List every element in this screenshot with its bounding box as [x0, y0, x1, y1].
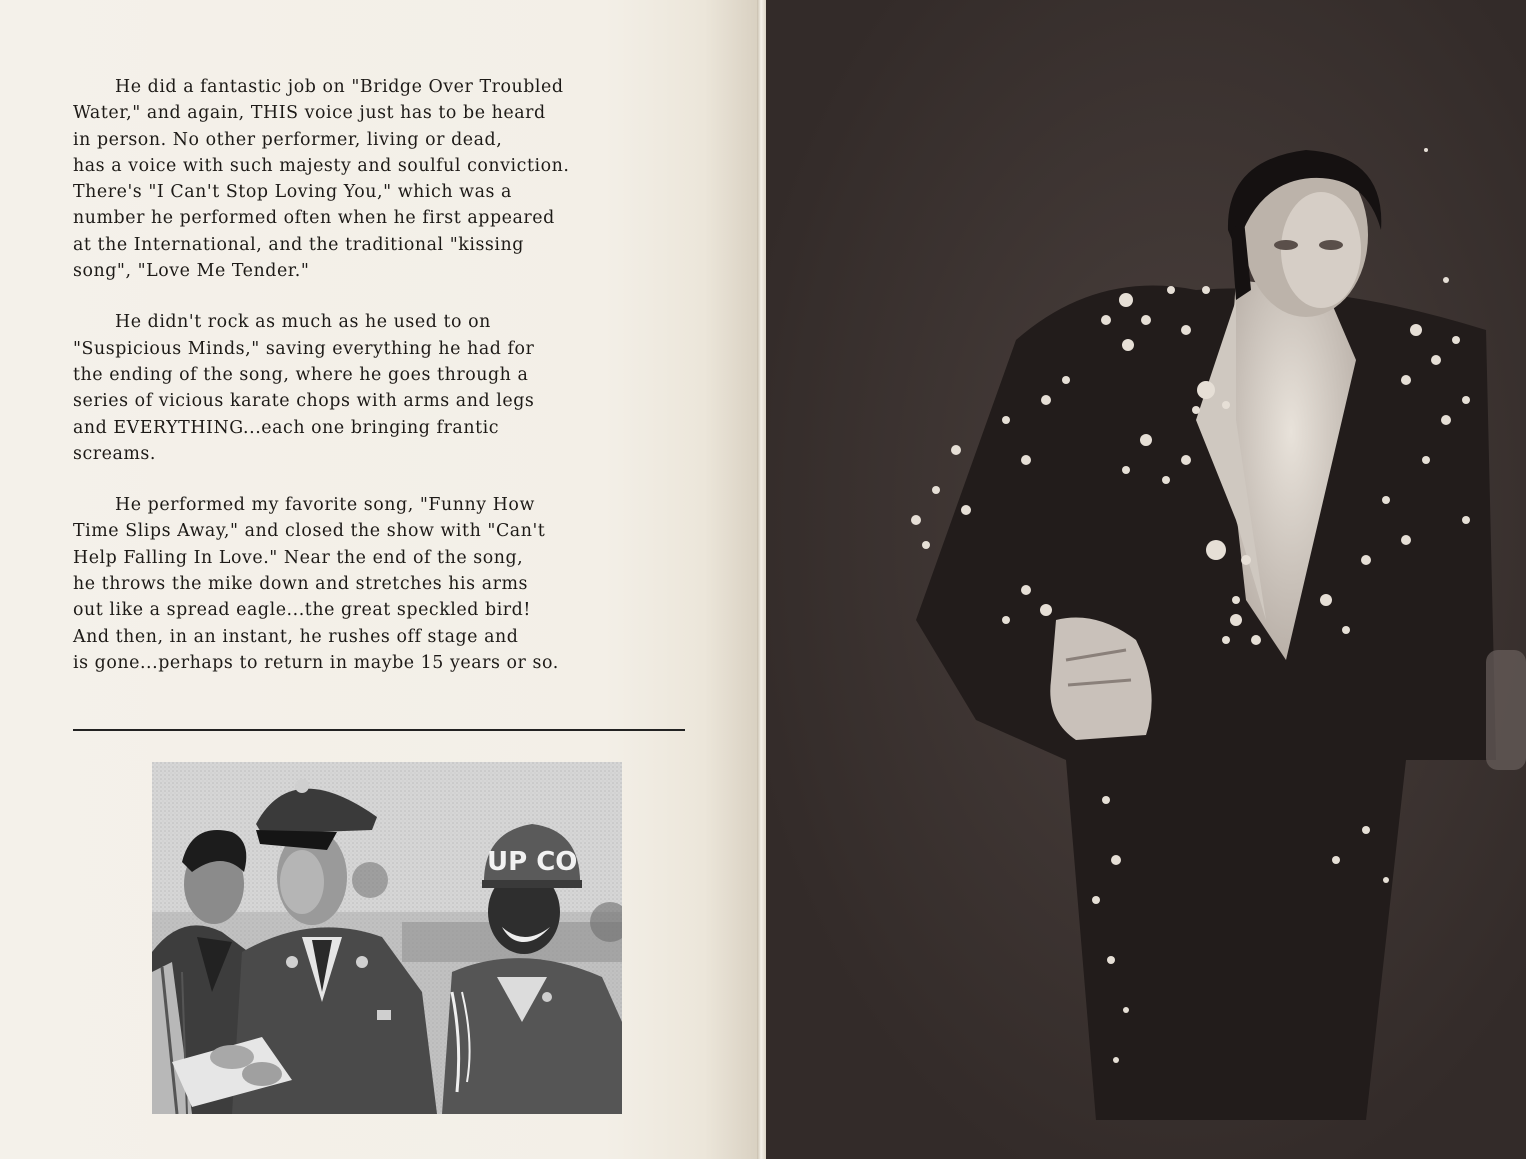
- text-line: He performed my favorite song, "Funny How: [115, 495, 535, 516]
- text-line: at the International, and the traditional "kissing: [73, 234, 524, 255]
- text-line: in person. No other performer, living or dead,: [73, 129, 503, 150]
- text-line: Help Falling In Love." Near the end of the song,: [73, 547, 524, 568]
- army-photo-illustration: [152, 762, 622, 1114]
- text-line: Time Slips Away," and closed the show with "Can't: [73, 521, 546, 542]
- paragraph-1: [73, 74, 713, 284]
- text-line: He did a fantastic job on "Bridge Over Troubled: [115, 77, 564, 97]
- text-line: There's "I Can't Stop Loving You," which was a: [73, 182, 512, 203]
- text-line: song", "Love Me Tender.": [73, 261, 310, 282]
- book-gutter: [757, 0, 766, 1159]
- right-page-photo: [766, 0, 1526, 1159]
- text-line: series of vicious karate chops with arms and legs: [73, 391, 535, 412]
- text-line: and EVERYTHING...each one bringing frantic: [73, 417, 500, 438]
- army-photo: [152, 762, 622, 1114]
- left-page: [0, 0, 757, 1159]
- article-text: [73, 74, 713, 701]
- divider-rule: [73, 729, 685, 731]
- text-line: Water," and again, THIS voice just has to be heard: [73, 103, 546, 124]
- performer-photo: [766, 0, 1526, 1159]
- paragraph-3: [73, 492, 713, 676]
- text-line: he throws the mike down and stretches his arms: [73, 574, 528, 595]
- text-line: screams.: [73, 443, 156, 464]
- text-line: has a voice with such majesty and soulful conviction.: [73, 155, 570, 176]
- text-line: number he performed often when he first appeared: [73, 208, 555, 229]
- text-line: He didn't rock as much as he used to on: [115, 312, 491, 333]
- text-line: is gone...perhaps to return in maybe 15 years or so.: [73, 652, 559, 673]
- text-line: "Suspicious Minds," saving everything he had for: [73, 338, 535, 359]
- helmet-mp-text: UP CO: [487, 847, 578, 877]
- paragraph-2: [73, 309, 713, 467]
- text-line: out like a spread eagle...the great speckled bird!: [73, 600, 531, 621]
- text-line: the ending of the song, where he goes through a: [73, 364, 529, 385]
- text-line: And then, in an instant, he rushes off stage and: [73, 626, 519, 647]
